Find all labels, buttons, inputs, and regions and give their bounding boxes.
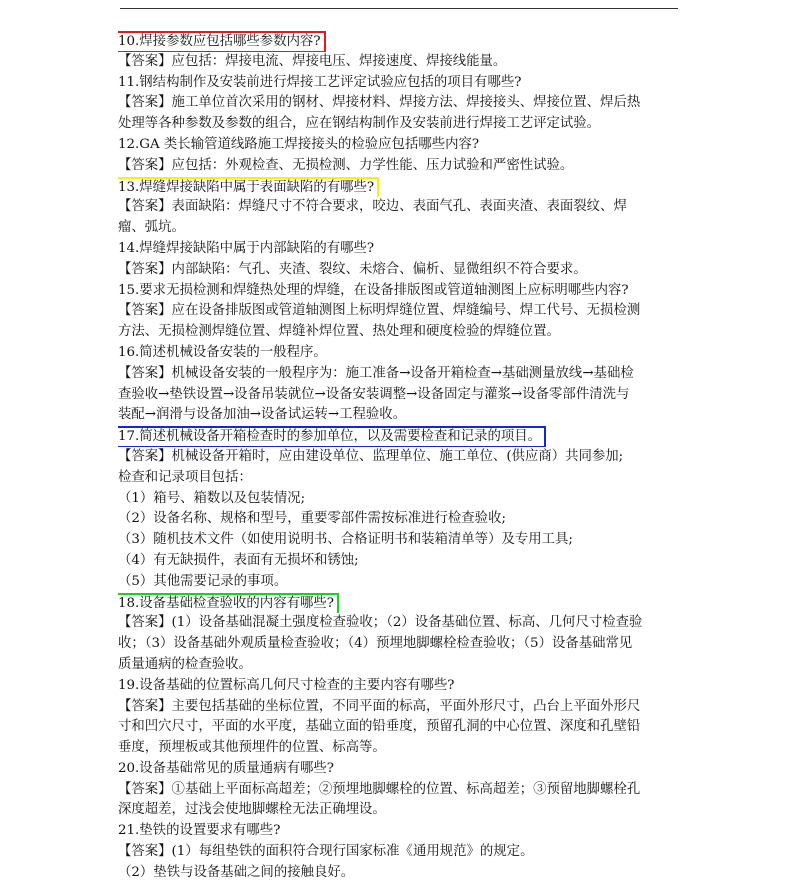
line-text: 14.焊缝焊接缺陷中属于内部缺陷的有哪些?: [118, 240, 375, 256]
text-line: [118, 717, 678, 738]
line-text: 装配→润滑与设备加油→设备试运转→工程验收。: [118, 407, 407, 423]
page-top-rule: [120, 8, 678, 9]
text-line: [118, 260, 678, 281]
text-line: [118, 551, 678, 572]
text-line: [118, 156, 678, 177]
line-text: 【答案】(1）每组垫铁的面积符合现行国家标准《通用规范》的规定。: [118, 844, 534, 860]
line-text: 方法、无损检测焊缝位置、焊缝补焊位置、热处理和硬度检验的焊缝位置。: [118, 324, 560, 340]
text-line: [118, 509, 678, 530]
line-text: 【答案】施工单位首次采用的钢材、焊接材料、焊接方法、焊接接头、焊接位置、焊后热: [118, 95, 641, 111]
line-text: 21.垫铁的设置要求有哪些?: [118, 823, 281, 839]
line-text: 寸和凹穴尺寸，平面的水平度，基础立面的铅垂度，预留孔洞的中心位置、深度和孔壁铅: [118, 719, 641, 735]
line-text: 12.GA 类长输管道线路施工焊接接头的检验应包括哪些内容?: [118, 136, 480, 152]
line-text: 【答案】内部缺陷：气孔、夹渣、裂纹、未熔合、偏析、显微组织不符合要求。: [118, 261, 587, 277]
highlighted-question-line: [118, 593, 678, 614]
line-text: 处理等各种参数及参数的组合，应在钢结构制作及安装前进行焊接工艺评定试验。: [118, 116, 601, 132]
line-text: 深度超差，过浅会使地脚螺栓无法正确埋设。: [118, 802, 386, 818]
highlighted-question-line: [118, 177, 678, 198]
line-text: 收；（3）设备基础外观质量检查验收；（4）预埋地脚螺栓检查验收；（5）设备基础常见: [118, 636, 633, 652]
line-text: 【答案】表面缺陷：焊缝尺寸不符合要求，咬边、表面气孔、表面夹渣、表面裂纹、焊: [118, 199, 627, 215]
text-line: [118, 759, 678, 780]
line-text: 【答案】(1）设备基础混凝土强度检查验收；（2）设备基础位置、标高、几何尺寸检查验: [118, 615, 643, 631]
line-text: 【答案】①基础上平面标高超差；②预埋地脚螺栓的位置、标高超差；③预留地脚螺栓孔: [118, 781, 641, 797]
line-text: 【答案】应包括：焊接电流、焊接电压、焊接速度、焊接线能量。: [118, 53, 507, 69]
text-line: [118, 239, 678, 260]
text-line: [118, 343, 678, 364]
text-line: [118, 572, 678, 593]
text-line: [118, 489, 678, 510]
document-body: [118, 31, 678, 884]
text-line: [118, 364, 678, 385]
text-line: [118, 634, 678, 655]
highlighted-question-line: [118, 31, 678, 52]
text-line: [118, 447, 678, 468]
green-highlight-box: 18.设备基础检查验收的内容有哪些?: [118, 593, 339, 614]
line-text: 查验收→垫铁设置→设备吊装就位→设备安装调整→设备固定与灌浆→设备零部件清洗与: [118, 386, 630, 402]
line-text: 检查和记录项目包括：: [118, 469, 252, 485]
line-text: 【答案】机械设备开箱时，应由建设单位、监理单位、施工单位、(供应商）共同参加;: [118, 448, 624, 464]
line-text: 19.设备基础的位置标高几何尺寸检查的主要内容有哪些?: [118, 677, 455, 693]
text-line: [118, 93, 678, 114]
text-line: [118, 655, 678, 676]
line-text: （2）设备名称、规格和型号，重要零部件需按标准进行检查验收;: [118, 511, 506, 527]
line-text: 11.钢结构制作及安装前进行焊接工艺评定试验应包括的项目有哪些?: [118, 74, 522, 90]
line-text: 15.要求无损检测和焊缝热处理的焊缝，在设备排版图或管道轴测图上应标明哪些内容?: [118, 282, 629, 298]
text-line: [118, 821, 678, 842]
text-line: [118, 114, 678, 135]
line-text: （2）垫铁与设备基础之间的接触良好。: [118, 864, 355, 880]
line-text: 【答案】主要包括基础的坐标位置，不同平面的标高，平面外形尺寸，凸台上平面外形尺: [118, 698, 641, 714]
text-line: [118, 530, 678, 551]
line-text: 【答案】应包括：外观检查、无损检测、力学性能、压力试验和严密性试验。: [118, 157, 574, 173]
text-line: [118, 218, 678, 239]
text-line: [118, 780, 678, 801]
text-line: [118, 842, 678, 863]
text-line: [118, 73, 678, 94]
line-text: 质量通病的检查验收。: [118, 656, 252, 672]
red-highlight-box: 10.焊接参数应包括哪些参数内容?: [118, 31, 326, 52]
text-line: [118, 405, 678, 426]
text-line: [118, 301, 678, 322]
line-text: （1）箱号、箱数以及包装情况;: [118, 490, 306, 506]
line-text: 16.简述机械设备安装的一般程序。: [118, 344, 327, 360]
text-line: [118, 197, 678, 218]
text-line: [118, 697, 678, 718]
text-line: [118, 676, 678, 697]
highlighted-question-line: [118, 426, 678, 447]
text-line: [118, 52, 678, 73]
text-line: [118, 800, 678, 821]
text-line: [118, 135, 678, 156]
text-line: [118, 738, 678, 759]
text-line: [118, 322, 678, 343]
text-line: [118, 468, 678, 489]
text-line: [118, 385, 678, 406]
line-text: 垂度，预埋板或其他预埋件的位置、标高等。: [118, 740, 386, 756]
blue-highlight-box: 17.简述机械设备开箱检查时的参加单位，以及需要检查和记录的项目。: [118, 426, 546, 447]
line-text: （5）其他需要记录的事项。: [118, 573, 288, 589]
text-line: [118, 863, 678, 884]
text-line: [118, 281, 678, 302]
line-text: 【答案】机械设备安装的一般程序为：施工准备→设备开箱检查→基础测量放线→基础检: [118, 365, 634, 381]
line-text: 瘤、弧坑。: [118, 220, 185, 236]
line-text: （3）随机技术文件（如使用说明书、合格证明书和装箱清单等）及专用工具;: [118, 532, 573, 548]
yellow-highlight-box: 13.焊缝焊接缺陷中属于表面缺陷的有哪些?: [118, 177, 379, 198]
line-text: 20.设备基础常见的质量通病有哪些?: [118, 760, 334, 776]
line-text: （4）有无缺损件，表面有无损坏和锈蚀;: [118, 552, 359, 568]
line-text: 【答案】应在设备排版图或管道轴测图上标明焊缝位置、焊缝编号、焊工代号、无损检测: [118, 303, 641, 319]
text-line: [118, 613, 678, 634]
